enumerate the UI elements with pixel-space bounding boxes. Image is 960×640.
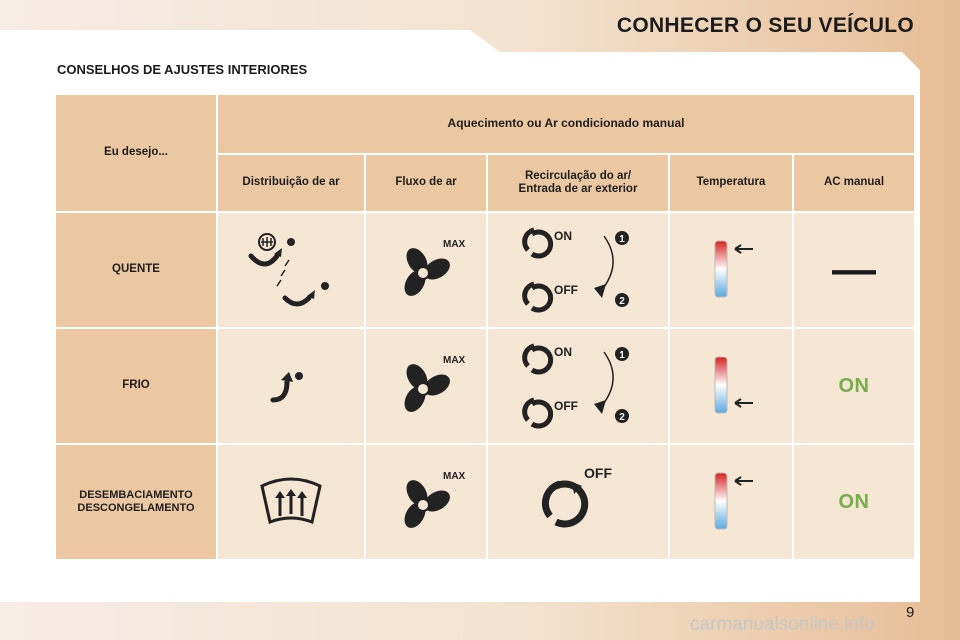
recirculation-on-off-icon <box>488 329 668 443</box>
column-header-distribution: Distribuição de ar <box>218 155 364 211</box>
face-vent-airflow-icon <box>218 329 364 443</box>
ac-value-cold: ON <box>794 329 914 443</box>
svg-text:2: 2 <box>619 296 625 307</box>
row-label-defrost <box>56 445 216 559</box>
svg-text:ON: ON <box>554 229 572 243</box>
column-header-temperature: Temperatura <box>670 155 792 211</box>
fan-max-icon <box>366 329 486 443</box>
watermark: carmanualsonline.info <box>690 614 875 635</box>
row-header-label: Eu desejo... <box>56 95 216 211</box>
recirculation-on-off-icon <box>488 213 668 327</box>
temperature-high-icon <box>670 445 792 559</box>
group-header: Aquecimento ou Ar condicionado manual <box>218 95 914 153</box>
column-header-recirculation: Recirculação do ar/ Entrada de ar exterior <box>488 155 668 211</box>
recirculation-off-icon <box>488 445 668 559</box>
temperature-low-icon <box>670 329 792 443</box>
temperature-high-icon <box>670 213 792 327</box>
fan-max-icon <box>366 445 486 559</box>
windscreen-and-feet-airflow-icon <box>218 213 364 327</box>
svg-text:1: 1 <box>619 350 625 361</box>
page-number: 9 <box>906 604 915 621</box>
fan-max-label: MAX <box>443 355 466 366</box>
svg-text:2: 2 <box>619 412 625 423</box>
ac-value-defrost: ON <box>794 445 914 559</box>
windscreen-defrost-icon <box>218 445 364 559</box>
row-label-hot: QUENTE <box>56 213 216 327</box>
page-title: CONHECER O SEU VEÍCULO <box>616 14 914 37</box>
svg-text:OFF: OFF <box>584 465 612 481</box>
fan-max-label: MAX <box>443 239 466 250</box>
svg-text:OFF: OFF <box>554 399 578 413</box>
fan-max-icon <box>366 213 486 327</box>
ac-value-hot: — <box>794 213 914 327</box>
fan-max-label: MAX <box>443 471 466 482</box>
section-title: CONSELHOS DE AJUSTES INTERIORES <box>57 62 308 77</box>
row-label-defrost-line-1: DESEMBACIAMENTO <box>79 489 193 502</box>
row-label-defrost-line-2: DESCONGELAMENTO <box>77 502 195 514</box>
column-header-flow: Fluxo de ar <box>366 155 486 211</box>
svg-text:1: 1 <box>619 234 625 245</box>
row-label-cold: FRIO <box>56 329 216 443</box>
column-header-ac: AC manual <box>794 155 914 211</box>
svg-text:OFF: OFF <box>554 283 578 297</box>
settings-table <box>56 95 904 551</box>
svg-text:ON: ON <box>554 345 572 359</box>
